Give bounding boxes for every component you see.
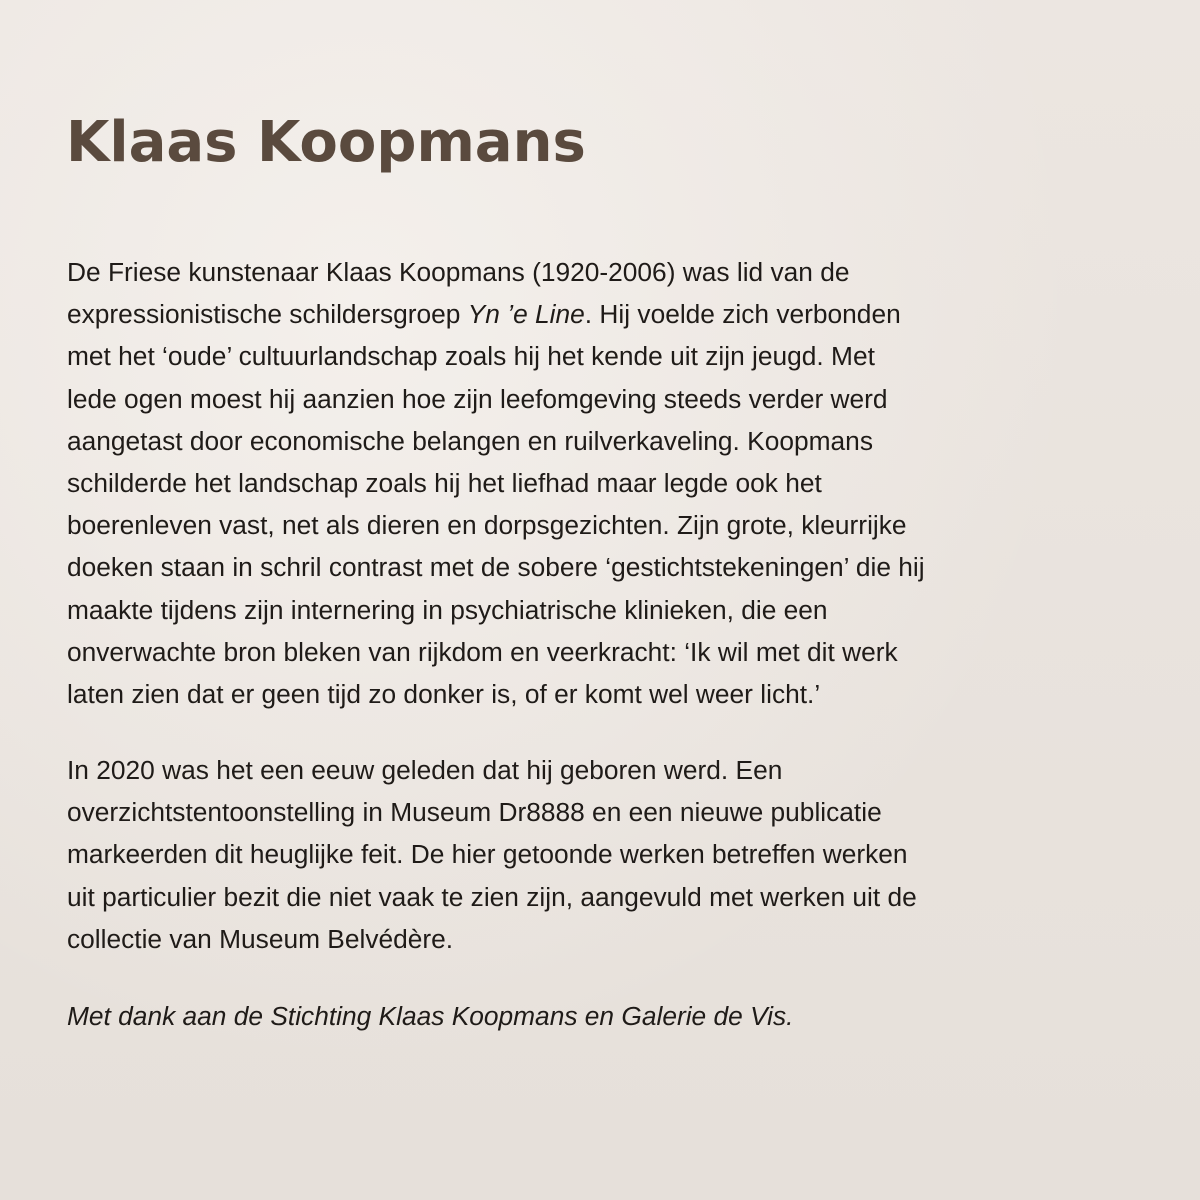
page-title: Klaas Koopmans: [66, 110, 586, 175]
acknowledgement: Met dank aan de Stichting Klaas Koopmans en Galerie de Vis.: [67, 1001, 794, 1031]
text-span: De Friese kunstenaar Klaas Koopmans (1920-2006) was lid van de: [67, 257, 850, 287]
text-line: [67, 251, 1147, 293]
text-span: laten zien dat er geen tijd zo donker is, of er komt wel weer licht.’: [67, 679, 821, 710]
anniversary-paragraph: [67, 749, 1147, 960]
text-span: . Hij voelde zich verbonden: [584, 299, 901, 330]
text-line: [67, 673, 1147, 715]
text-line: collectie van Museum Belvédère.: [67, 923, 454, 954]
text-span: met het ‘oude’ cultuurlandschap zoals hij het kende uit zijn jeugd. Met: [67, 341, 875, 372]
text-line: uit particulier bezit die niet vaak te zien zijn, aangevuld met werken uit de: [67, 881, 917, 912]
text-line: [67, 546, 1147, 588]
text-span: lede ogen moest hij aanzien hoe zijn leefomgeving steeds verder werd: [67, 383, 888, 414]
text-line: [67, 420, 1147, 462]
text-line: In 2020 was het een eeuw geleden dat hij geboren werd. Een: [67, 755, 783, 785]
text-span: maakte tijdens zijn internering in psychiatrische klinieken, die een: [67, 594, 828, 625]
text-line: [67, 631, 1147, 673]
text-line: [67, 504, 1147, 546]
text-span: aangetast door economische belangen en ruilverkaveling. Koopmans: [67, 425, 873, 456]
text-line: markeerden dit heuglijke feit. De hier getoonde werken betreffen werken: [67, 839, 908, 870]
text-line: [67, 378, 1147, 420]
text-line: overzichtstentoonstelling in Museum Dr8888 en een nieuwe publicatie: [67, 797, 882, 828]
text-span: doeken staan in schril contrast met de sobere ‘gestichtstekeningen’ die hij: [67, 552, 925, 583]
text-line: [67, 335, 1147, 377]
group-name-italic: Yn ’e Line: [467, 299, 585, 330]
text-span: onverwachte bron bleken van rijkdom en veerkracht: ‘Ik wil met dit werk: [67, 636, 898, 667]
text-line: [67, 293, 1147, 335]
text-line: [67, 462, 1147, 504]
intro-paragraph: [67, 251, 1147, 715]
text-span: expressionistische schildersgroep: [67, 299, 468, 330]
text-line: [67, 589, 1147, 631]
text-span: boerenleven vast, net als dieren en dorpsgezichten. Zijn grote, kleurrijke: [67, 510, 907, 541]
text-span: schilderde het landschap zoals hij het liefhad maar legde ook het: [67, 468, 822, 499]
